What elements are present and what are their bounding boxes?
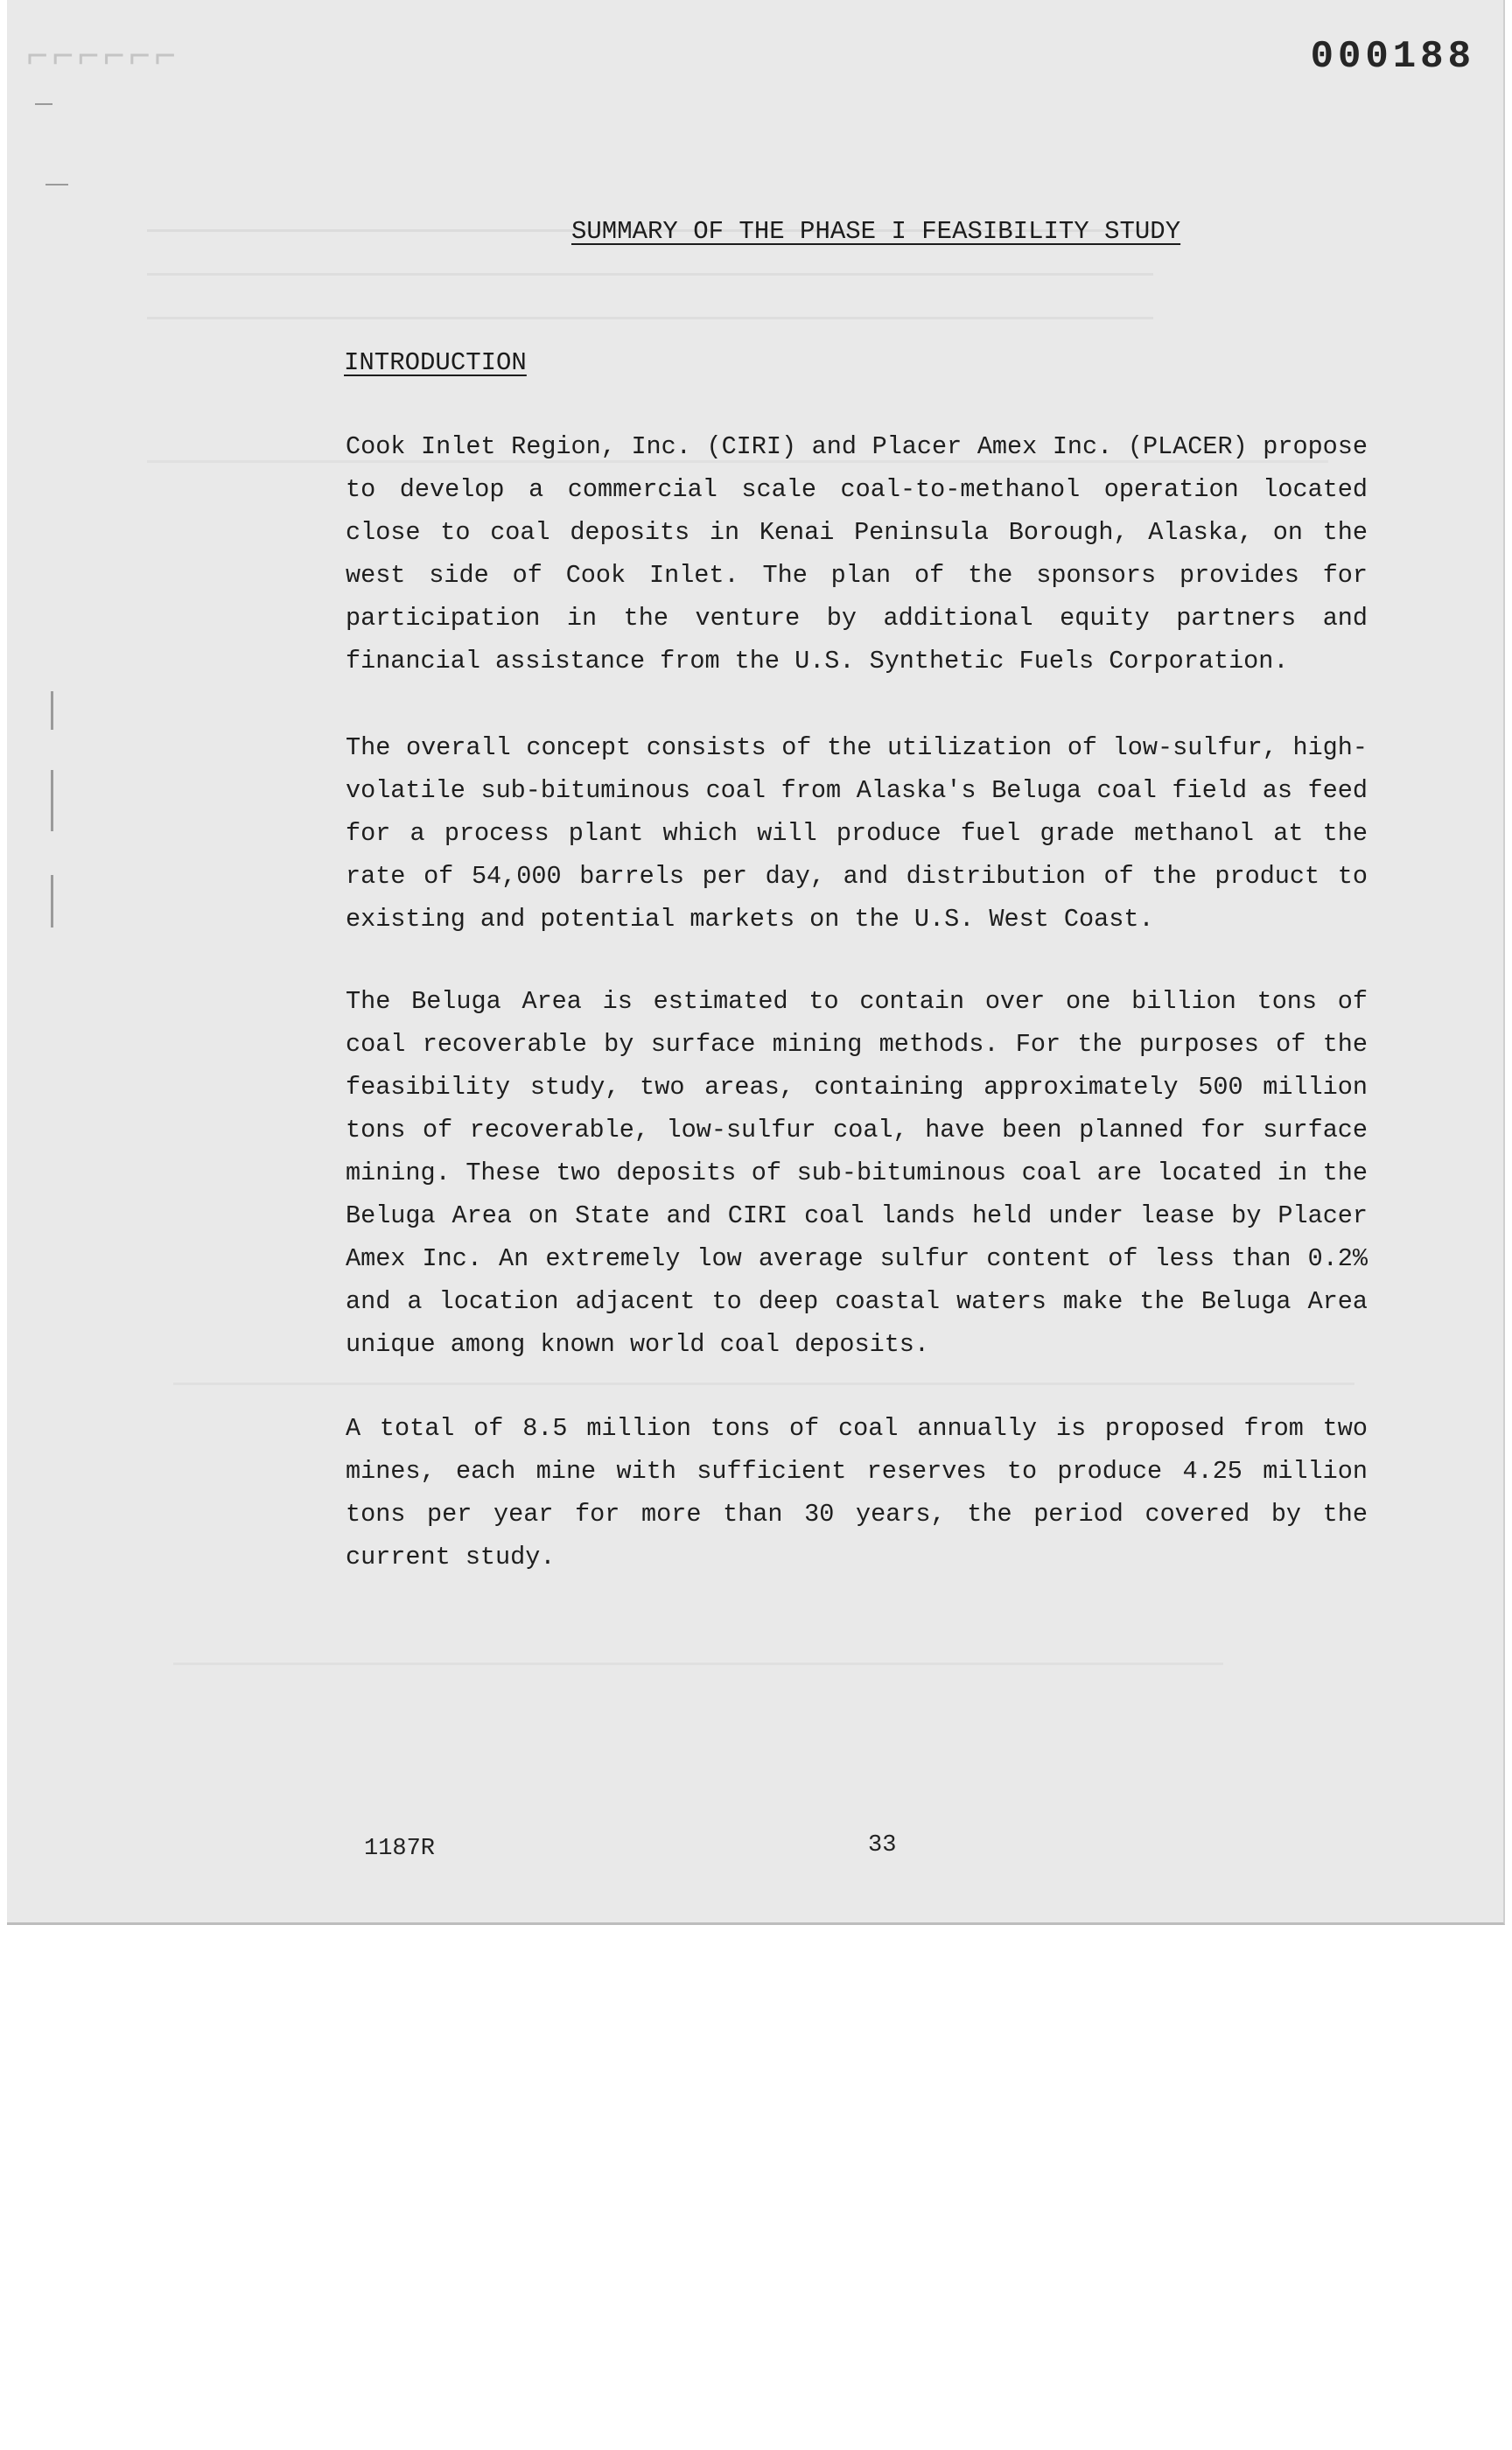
paragraph: The overall concept consists of the utilization of low-sulfur, high-volatile sub-bituminous coal from Alaska's Beluga coal field as feed for a process plant which will produce fuel grade methanol at the rate of 54,000 barrels per day, and distribution of the product to existing and potential markets on the U.S. West Coast. bbox=[346, 733, 1368, 934]
bleed-through-number: ⌐⌐⌐⌐⌐⌐ bbox=[26, 37, 180, 79]
margin-mark bbox=[51, 770, 53, 831]
margin-mark bbox=[46, 184, 68, 186]
section-heading: INTRODUCTION bbox=[344, 348, 527, 377]
footer-document-code: 1187R bbox=[364, 1836, 436, 1862]
margin-mark bbox=[35, 103, 52, 105]
paragraph: The Beluga Area is estimated to contain over one billion tons of coal recoverable by surface mining methods. For the purposes of the feasibility study, two areas, containing approximately 500 million tons of recoverable, low-sulfur coal, have been planned for surface mining. These two deposits of sub-bituminous coal are located in the Beluga Area on State and CIRI coal lands held under lease by Placer Amex Inc. An extremely low average sulfur content of less than 0.2% and a location adjacent to deep coastal waters make the Beluga Area unique among known world coal deposits. bbox=[346, 987, 1368, 1359]
document-title: SUMMARY OF THE PHASE I FEASIBILITY STUDY bbox=[571, 217, 1181, 246]
bleed-through-line bbox=[147, 317, 1153, 319]
bleed-through-line bbox=[147, 273, 1153, 276]
bleed-through-line bbox=[173, 1382, 1354, 1385]
document-page bbox=[7, 0, 1505, 1925]
page-number: 33 bbox=[868, 1832, 897, 1858]
margin-mark bbox=[51, 691, 53, 730]
document-number: 000188 bbox=[1310, 35, 1475, 79]
bleed-through-line bbox=[173, 1662, 1223, 1665]
paragraph: A total of 8.5 million tons of coal annually is proposed from two mines, each mine with sufficient reserves to produce 4.25 million tons per year for more than 30 years, the period covered by the current study. bbox=[346, 1414, 1368, 1572]
paragraph: Cook Inlet Region, Inc. (CIRI) and Placer Amex Inc. (PLACER) propose to develop a commercial scale coal-to-methanol operation located close to coal deposits in Kenai Peninsula Borough, Alaska, on the west side of Cook Inlet. The plan of the sponsors provides for participation in the venture by additional equity partners and financial assistance from the U.S. Synthetic Fuels Corporation. bbox=[346, 432, 1368, 676]
margin-mark bbox=[51, 875, 53, 928]
